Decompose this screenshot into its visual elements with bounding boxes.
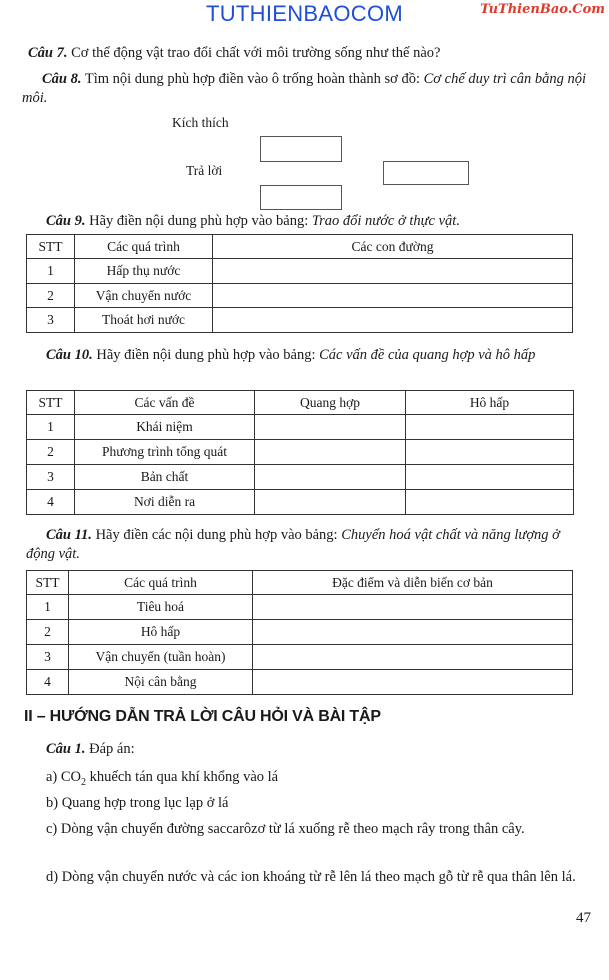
issue-cell: Nơi diễn ra	[75, 490, 255, 515]
question-11	[26, 526, 592, 564]
answer-cell[interactable]	[406, 440, 574, 465]
table-row	[27, 440, 574, 465]
answer-cell[interactable]	[213, 284, 573, 308]
header-cell: Quang hợp	[255, 391, 406, 415]
diagram-blank-box-3[interactable]	[383, 161, 469, 185]
issue-cell: Phương trình tổng quát	[75, 440, 255, 465]
answer-cell[interactable]	[253, 645, 573, 670]
table-row	[27, 620, 573, 645]
stt-cell: 2	[27, 440, 75, 465]
answer-1d: d) Dòng vận chuyển nước và các ion khoáng từ rễ lên lá theo mạch gỗ từ rễ qua thân lên lá.	[46, 869, 576, 885]
table-row	[27, 465, 574, 490]
header-cell: Các quá trình	[69, 571, 253, 595]
answer-cell[interactable]	[406, 415, 574, 440]
stt-cell: 1	[27, 415, 75, 440]
process-cell: Hô hấp	[69, 620, 253, 645]
stt-cell: 3	[27, 308, 75, 333]
header-cell: STT	[27, 571, 69, 595]
diagram-blank-box-2[interactable]	[260, 185, 342, 210]
question-8-italic: Cơ chế duy trì cân bằng nội môi.	[22, 71, 586, 106]
header-cell: Hô hấp	[406, 391, 574, 415]
table-row	[27, 415, 574, 440]
question-11-italic: Chuyển hoá vật chất và năng lượng ở động vật.	[26, 527, 560, 562]
header-cell: STT	[27, 391, 75, 415]
question-9-italic: Trao đổi nước ở thực vật.	[311, 213, 460, 229]
header-cell: STT	[27, 235, 75, 259]
answer-cell[interactable]	[255, 415, 406, 440]
stt-cell: 1	[27, 259, 75, 284]
table-q9	[26, 234, 573, 333]
stt-cell: 3	[27, 645, 69, 670]
process-cell: Thoát hơi nước	[75, 308, 213, 333]
question-8	[22, 70, 590, 108]
section-heading: II – HƯỚNG DẪN TRẢ LỜI CÂU HỎI VÀ BÀI TẬP	[24, 708, 381, 725]
header-cell: Các con đường	[213, 235, 573, 259]
answer-1-label: Câu 1.	[46, 741, 86, 757]
answer-1a-sub: 2	[81, 776, 87, 788]
answer-1-heading	[46, 738, 591, 760]
question-11-label: Câu 11.	[46, 527, 92, 543]
question-10-label: Câu 10.	[46, 347, 93, 363]
table-row	[27, 490, 574, 515]
process-cell: Tiêu hoá	[69, 595, 253, 620]
issue-cell: Bản chất	[75, 465, 255, 490]
question-8-label: Câu 8.	[42, 71, 82, 87]
question-8-text: Tìm nội dung phù hợp điền vào ô trống hoàn thành sơ đồ:	[81, 71, 424, 87]
table-header-row	[27, 391, 574, 415]
answer-cell[interactable]	[406, 490, 574, 515]
question-7-label: Câu 7.	[28, 45, 68, 61]
diagram-blank-box-1[interactable]	[260, 136, 342, 162]
process-cell: Vận chuyển (tuần hoàn)	[69, 645, 253, 670]
stt-cell: 1	[27, 595, 69, 620]
answer-cell[interactable]	[406, 465, 574, 490]
answer-cell[interactable]	[255, 465, 406, 490]
site-title: TUTHIENBAOCOM	[205, 1, 403, 26]
stt-cell: 4	[27, 670, 69, 695]
table-row	[27, 308, 573, 333]
answer-cell[interactable]	[213, 259, 573, 284]
process-cell: Vận chuyển nước	[75, 284, 213, 308]
question-10	[26, 346, 592, 365]
question-9-label: Câu 9.	[46, 213, 86, 229]
issue-cell: Khái niệm	[75, 415, 255, 440]
answer-cell[interactable]	[255, 490, 406, 515]
answer-1-text: Đáp án:	[85, 741, 135, 757]
answer-cell[interactable]	[213, 308, 573, 333]
table-header-row	[27, 571, 573, 595]
question-7	[28, 44, 590, 63]
answer-cell[interactable]	[253, 595, 573, 620]
stimulus-label: Kích thích	[172, 115, 229, 130]
answer-1a	[46, 766, 591, 794]
site-logo: TuThienBao.Com	[480, 2, 605, 17]
table-row	[27, 595, 573, 620]
header-cell: Các vấn đề	[75, 391, 255, 415]
answer-cell[interactable]	[255, 440, 406, 465]
process-cell: Hấp thụ nước	[75, 259, 213, 284]
stt-cell: 2	[27, 284, 75, 308]
question-9-text: Hãy điền nội dung phù hợp vào bảng:	[85, 213, 312, 229]
process-cell: Nội cân bằng	[69, 670, 253, 695]
page-number: 47	[576, 910, 591, 926]
question-10-text: Hãy điền nội dung phù hợp vào bảng:	[92, 347, 320, 363]
table-header-row	[27, 235, 573, 259]
answer-1a-post: khuếch tán qua khí khổng vào lá	[86, 769, 279, 785]
answer-cell[interactable]	[253, 620, 573, 645]
answer-1a-pre: a) CO	[46, 769, 82, 785]
answer-1b: b) Quang hợp trong lục lạp ở lá	[46, 795, 229, 811]
header-cell: Các quá trình	[75, 235, 213, 259]
stt-cell: 3	[27, 465, 75, 490]
header-cell: Đặc điểm và diễn biến cơ bản	[253, 571, 573, 595]
table-q11	[26, 570, 573, 695]
table-q10	[26, 390, 574, 515]
question-7-text: Cơ thể động vật trao đổi chất với môi trường sống như thế nào?	[67, 45, 441, 61]
answer-1c: c) Dòng vận chuyển đường saccarôzơ từ lá xuống rễ theo mạch rây trong thân cây.	[46, 821, 525, 837]
stt-cell: 4	[27, 490, 75, 515]
table-row	[27, 645, 573, 670]
question-9	[46, 212, 591, 231]
response-label: Trả lời	[186, 163, 223, 178]
table-row	[27, 284, 573, 308]
stt-cell: 2	[27, 620, 69, 645]
table-row	[27, 670, 573, 695]
table-row	[27, 259, 573, 284]
answer-cell[interactable]	[253, 670, 573, 695]
question-11-text: Hãy điền các nội dung phù hợp vào bảng:	[91, 527, 342, 543]
question-10-italic: Các vấn đề của quang hợp và hô hấp	[319, 347, 536, 363]
